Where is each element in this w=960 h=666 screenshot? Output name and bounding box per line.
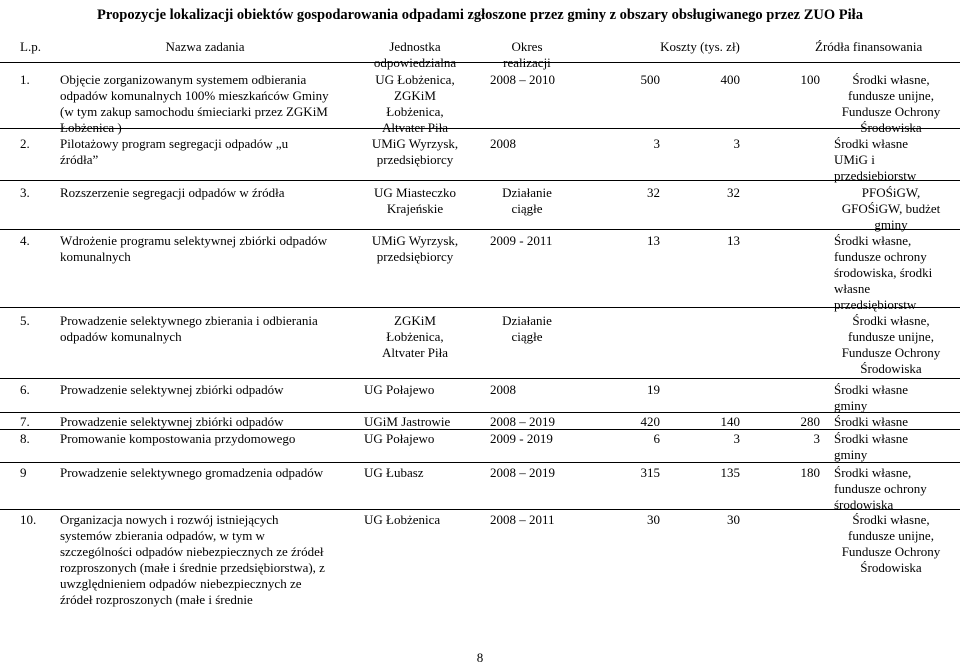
row-task-name: komunalnych bbox=[60, 249, 131, 264]
header-unit-2: odpowiedzialna bbox=[373, 55, 457, 70]
row-cost-part-1: 135 bbox=[720, 465, 740, 480]
row-lp: 6. bbox=[20, 382, 30, 397]
row-cost-part-2: 100 bbox=[800, 72, 820, 87]
row-responsible-unit: UMiG Wyrzysk, bbox=[371, 136, 459, 151]
row-period: Działanie bbox=[502, 313, 552, 328]
row-period: Działanie bbox=[502, 185, 552, 200]
row-period: 2008 bbox=[490, 136, 516, 151]
row-task-name: Organizacja nowych i rozwój istniejących bbox=[60, 512, 279, 527]
row-task-name: (w tym zakup samochodu śmieciarki przez ZGKiM bbox=[60, 104, 328, 119]
row-funding-source: własne bbox=[834, 281, 871, 296]
row-funding-source: środowiska bbox=[834, 497, 894, 512]
row-funding-source: środowiska, środki bbox=[834, 265, 933, 280]
row-separator bbox=[0, 62, 960, 63]
row-task-name: Łobżenica ) bbox=[60, 120, 122, 135]
header-lp: L.p. bbox=[20, 39, 41, 54]
row-funding-source: fundusze ochrony bbox=[834, 249, 927, 264]
row-funding-source: Środki własne, bbox=[852, 313, 930, 328]
row-funding-source: przedsiebiorstw bbox=[834, 168, 917, 183]
row-funding-source: Środki własne, bbox=[852, 512, 930, 527]
row-funding-source: GFOŚiGW, budżet bbox=[841, 201, 941, 216]
row-funding-source: gminy bbox=[834, 447, 868, 462]
row-lp: 8. bbox=[20, 431, 30, 446]
row-funding-source: Środowiska bbox=[860, 560, 922, 575]
page-title: Propozycje lokalizacji obiektów gospodarowania odpadami zgłoszone przez gminy z obszary obsługiwanego przez ZUO Piła bbox=[97, 7, 863, 23]
row-task-name: Prowadzenie selektywnej zbiórki odpadów bbox=[60, 382, 284, 397]
header-cost: Koszty (tys. zł) bbox=[660, 39, 740, 54]
row-responsible-unit: przedsiębiorcy bbox=[376, 152, 454, 167]
row-funding-source: Fundusze Ochrony bbox=[841, 544, 941, 559]
row-funding-source: Środki własne bbox=[834, 136, 909, 151]
row-cost-total: 6 bbox=[653, 431, 660, 446]
row-period: ciągłe bbox=[511, 201, 543, 216]
row-period: 2008 – 2011 bbox=[490, 512, 555, 527]
row-responsible-unit: UMiG Wyrzysk, bbox=[371, 233, 459, 248]
row-cost-part-1: 140 bbox=[720, 414, 740, 429]
row-responsible-unit: UG Łubasz bbox=[364, 465, 424, 480]
row-responsible-unit: UG Połajewo bbox=[364, 382, 435, 397]
row-funding-source: Środowiska bbox=[860, 120, 922, 135]
header-unit-1: Jednostka bbox=[389, 39, 441, 54]
row-task-name: Prowadzenie selektywnego zbierania i odbierania bbox=[60, 313, 318, 328]
row-funding-source: Środki własne bbox=[834, 414, 909, 429]
row-lp: 3. bbox=[20, 185, 30, 200]
row-funding-source: przedsiębiorstw bbox=[834, 297, 917, 312]
row-period: 2008 – 2010 bbox=[490, 72, 555, 87]
row-funding-source: Środki własne, bbox=[834, 465, 912, 480]
row-task-name: szczególności odpadów niebezpiecznych ze źródeł bbox=[60, 544, 324, 559]
row-responsible-unit: Altvater Piła bbox=[381, 120, 449, 135]
row-responsible-unit: Krajeńskie bbox=[386, 201, 444, 216]
row-funding-source: gminy bbox=[834, 398, 868, 413]
row-cost-total: 315 bbox=[640, 465, 660, 480]
row-task-name: rozproszonych (małe i średnie przedsiębiorstwa), z bbox=[60, 560, 325, 575]
row-funding-source: UMiG i bbox=[834, 152, 875, 167]
row-period: 2009 - 2011 bbox=[490, 233, 553, 248]
row-funding-source: fundusze unijne, bbox=[848, 528, 934, 543]
row-cost-total: 30 bbox=[647, 512, 660, 527]
row-cost-total: 13 bbox=[647, 233, 660, 248]
row-responsible-unit: Altvater Piła bbox=[381, 345, 449, 360]
row-responsible-unit: UGiM Jastrowie bbox=[364, 414, 451, 429]
row-responsible-unit: przedsiębiorcy bbox=[376, 249, 454, 264]
row-cost-total: 19 bbox=[647, 382, 660, 397]
row-task-name: uwzględnieniem odpadów niebezpiecznych ze bbox=[60, 576, 302, 591]
row-task-name: źródeł rozproszonych (małe i średnie bbox=[60, 592, 253, 607]
row-separator bbox=[0, 180, 960, 181]
row-responsible-unit: ZGKiM bbox=[394, 313, 436, 328]
row-separator bbox=[0, 378, 960, 379]
row-lp: 5. bbox=[20, 313, 30, 328]
header-period-1: Okres bbox=[511, 39, 543, 54]
row-funding-source: fundusze ochrony bbox=[834, 481, 927, 496]
row-task-name: źródła” bbox=[60, 152, 99, 167]
row-period: 2008 bbox=[490, 382, 516, 397]
row-cost-part-1: 3 bbox=[733, 431, 740, 446]
row-lp: 9 bbox=[20, 465, 27, 480]
row-responsible-unit: UG Łobżenica bbox=[364, 512, 441, 527]
row-task-name: Prowadzenie selektywnej zbiórki odpadów bbox=[60, 414, 284, 429]
row-cost-part-1: 3 bbox=[733, 136, 740, 151]
row-separator bbox=[0, 462, 960, 463]
row-lp: 7. bbox=[20, 414, 30, 429]
row-task-name: odpadów komunalnych 100% mieszkańców Gminy bbox=[60, 88, 329, 103]
row-cost-total: 500 bbox=[640, 72, 660, 87]
row-task-name: Objęcie zorganizowanym systemem odbierania bbox=[60, 72, 307, 87]
row-responsible-unit: Łobżenica, bbox=[386, 329, 444, 344]
row-cost-part-1: 30 bbox=[727, 512, 740, 527]
row-responsible-unit: UG Łobżenica, bbox=[375, 72, 455, 87]
row-separator bbox=[0, 229, 960, 230]
row-funding-source: fundusze unijne, bbox=[848, 88, 934, 103]
row-funding-source: Środki własne bbox=[834, 382, 909, 397]
row-task-name: systemów zbierania odpadów, w tym w bbox=[60, 528, 265, 543]
row-responsible-unit: UG Połajewo bbox=[364, 431, 435, 446]
row-cost-total: 32 bbox=[647, 185, 660, 200]
row-cost-total: 3 bbox=[653, 136, 660, 151]
row-funding-source: Fundusze Ochrony bbox=[841, 345, 941, 360]
row-task-name: Prowadzenie selektywnego gromadzenia odpadów bbox=[60, 465, 324, 480]
row-period: 2009 - 2019 bbox=[490, 431, 553, 446]
row-funding-source: PFOŚiGW, bbox=[861, 185, 921, 200]
row-task-name: odpadów komunalnych bbox=[60, 329, 182, 344]
row-responsible-unit: ZGKiM bbox=[394, 88, 436, 103]
row-funding-source: Fundusze Ochrony bbox=[841, 104, 941, 119]
row-period: ciągłe bbox=[511, 329, 543, 344]
row-separator bbox=[0, 509, 960, 510]
row-lp: 4. bbox=[20, 233, 30, 248]
row-cost-part-1: 13 bbox=[727, 233, 740, 248]
row-lp: 10. bbox=[20, 512, 37, 527]
row-responsible-unit: UG Miasteczko bbox=[374, 185, 456, 200]
header-source: Źródła finansowania bbox=[815, 39, 923, 54]
row-cost-part-2: 3 bbox=[813, 431, 820, 446]
row-cost-part-1: 32 bbox=[727, 185, 740, 200]
row-cost-part-1: 400 bbox=[720, 72, 740, 87]
row-lp: 2. bbox=[20, 136, 30, 151]
row-task-name: Pilotażowy program segregacji odpadów „u bbox=[60, 136, 289, 151]
row-cost-total: 420 bbox=[640, 414, 660, 429]
row-funding-source: fundusze unijne, bbox=[848, 329, 934, 344]
row-cost-part-2: 280 bbox=[800, 414, 820, 429]
row-period: 2008 – 2019 bbox=[490, 465, 555, 480]
row-responsible-unit: Łobżenica, bbox=[386, 104, 444, 119]
page-number: 8 bbox=[476, 650, 484, 665]
header-name: Nazwa zadania bbox=[165, 39, 245, 54]
row-funding-source: Środki własne, bbox=[852, 72, 930, 87]
row-task-name: Wdrożenie programu selektywnej zbiórki odpadów bbox=[60, 233, 328, 248]
row-funding-source: Środki własne, bbox=[834, 233, 912, 248]
row-separator bbox=[0, 307, 960, 308]
row-funding-source: Środki własne bbox=[834, 431, 909, 446]
row-task-name: Promowanie kompostowania przydomowego bbox=[60, 431, 296, 446]
header-period-2: realizacji bbox=[503, 55, 551, 70]
row-period: 2008 – 2019 bbox=[490, 414, 555, 429]
row-funding-source: gminy bbox=[874, 217, 908, 232]
row-cost-part-2: 180 bbox=[800, 465, 820, 480]
row-lp: 1. bbox=[20, 72, 30, 87]
row-task-name: Rozszerzenie segregacji odpadów w źródła bbox=[60, 185, 285, 200]
row-funding-source: Środowiska bbox=[860, 361, 922, 376]
row-separator bbox=[0, 412, 960, 413]
